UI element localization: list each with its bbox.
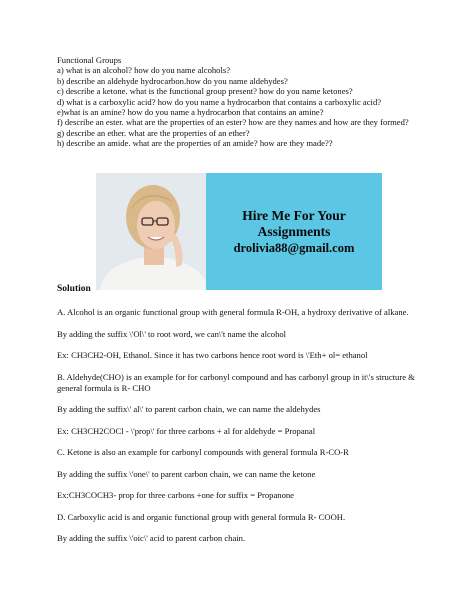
answer-paragraph: A. Alcohol is an organic functional group with general formula R-OH, a hydroxy derivative of alkane.: [57, 307, 409, 317]
promo-line-2: Assignments: [257, 223, 331, 239]
answer-paragraph: Ex:CH3COCH3- prop for three carbons +one for suffix = Propanone: [57, 490, 294, 500]
woman-photo-illustration: [96, 173, 206, 290]
question-item: c) describe a ketone. what is the functional group present? how do you name ketones?: [57, 86, 353, 97]
hire-me-banner[interactable]: [96, 173, 382, 290]
solution-title: Solution: [57, 284, 91, 294]
answer-paragraph: D. Carboxylic acid is and organic functional group with general formula R- COOH.: [57, 511, 346, 522]
question-item: a) what is an alcohol? how do you name alcohols?: [57, 65, 231, 76]
answer-paragraph: B. Aldehyde(CHO) is an example for for carbonyl compound and has carbonyl group in it\'s structure & general formula is R- CHO: [57, 371, 415, 393]
question-item: h) describe an amide. what are the properties of an amide? how are they made??: [57, 138, 333, 149]
answer-paragraph: Ex: CH3CH2-OH, Ethanol. Since it has two carbons hence root word is \'Eth+ ol= ethanol: [57, 350, 368, 360]
answer-paragraph: Ex: CH3CH2COCl - \'prop\' for three carbons + al for aldehyde = Propanal: [57, 425, 316, 436]
answer-paragraph: By adding the suffix \'oic\' acid to parent carbon chain.: [57, 533, 246, 543]
answer-paragraph: C. Ketone is also an example for carbonyl compounds with general formula R-CO-R: [57, 447, 349, 457]
question-item: e)what is an amine? how do you name a hydrocarbon that contains an amine?: [57, 107, 324, 118]
questions-heading: Functional Groups: [57, 55, 122, 65]
woman-photo: [96, 173, 206, 290]
promo-panel: [206, 173, 382, 290]
solution-body: [57, 307, 429, 555]
promo-line-1: Hire Me For Your: [242, 207, 346, 223]
question-item: g) describe an ether. what are the properties of an ether?: [57, 127, 250, 138]
question-item: f) describe an ester. what are the properties of an ester? how are they names and how are they formed?: [57, 117, 409, 128]
promo-email: drolivia88@gmail.com: [233, 240, 355, 255]
question-item: b) describe an aldehyde hydrocarbon.how do you name aldehydes?: [57, 75, 288, 86]
questions-block: [57, 55, 427, 149]
answer-paragraph: By adding the suffix\' al\' to parent carbon chain, we can name the aldehydes: [57, 404, 321, 414]
question-item: d) what is a carboxylic acid? how do you name a hydrocarbon that contains a carboxylic acid?: [57, 96, 382, 107]
answer-paragraph: By adding the suffix \'one\' to parent carbon chain, we can name the ketone: [57, 468, 316, 479]
answer-paragraph: By adding the suffix \'Ol\' to root word, we can\'t name the alcohol: [57, 328, 287, 339]
